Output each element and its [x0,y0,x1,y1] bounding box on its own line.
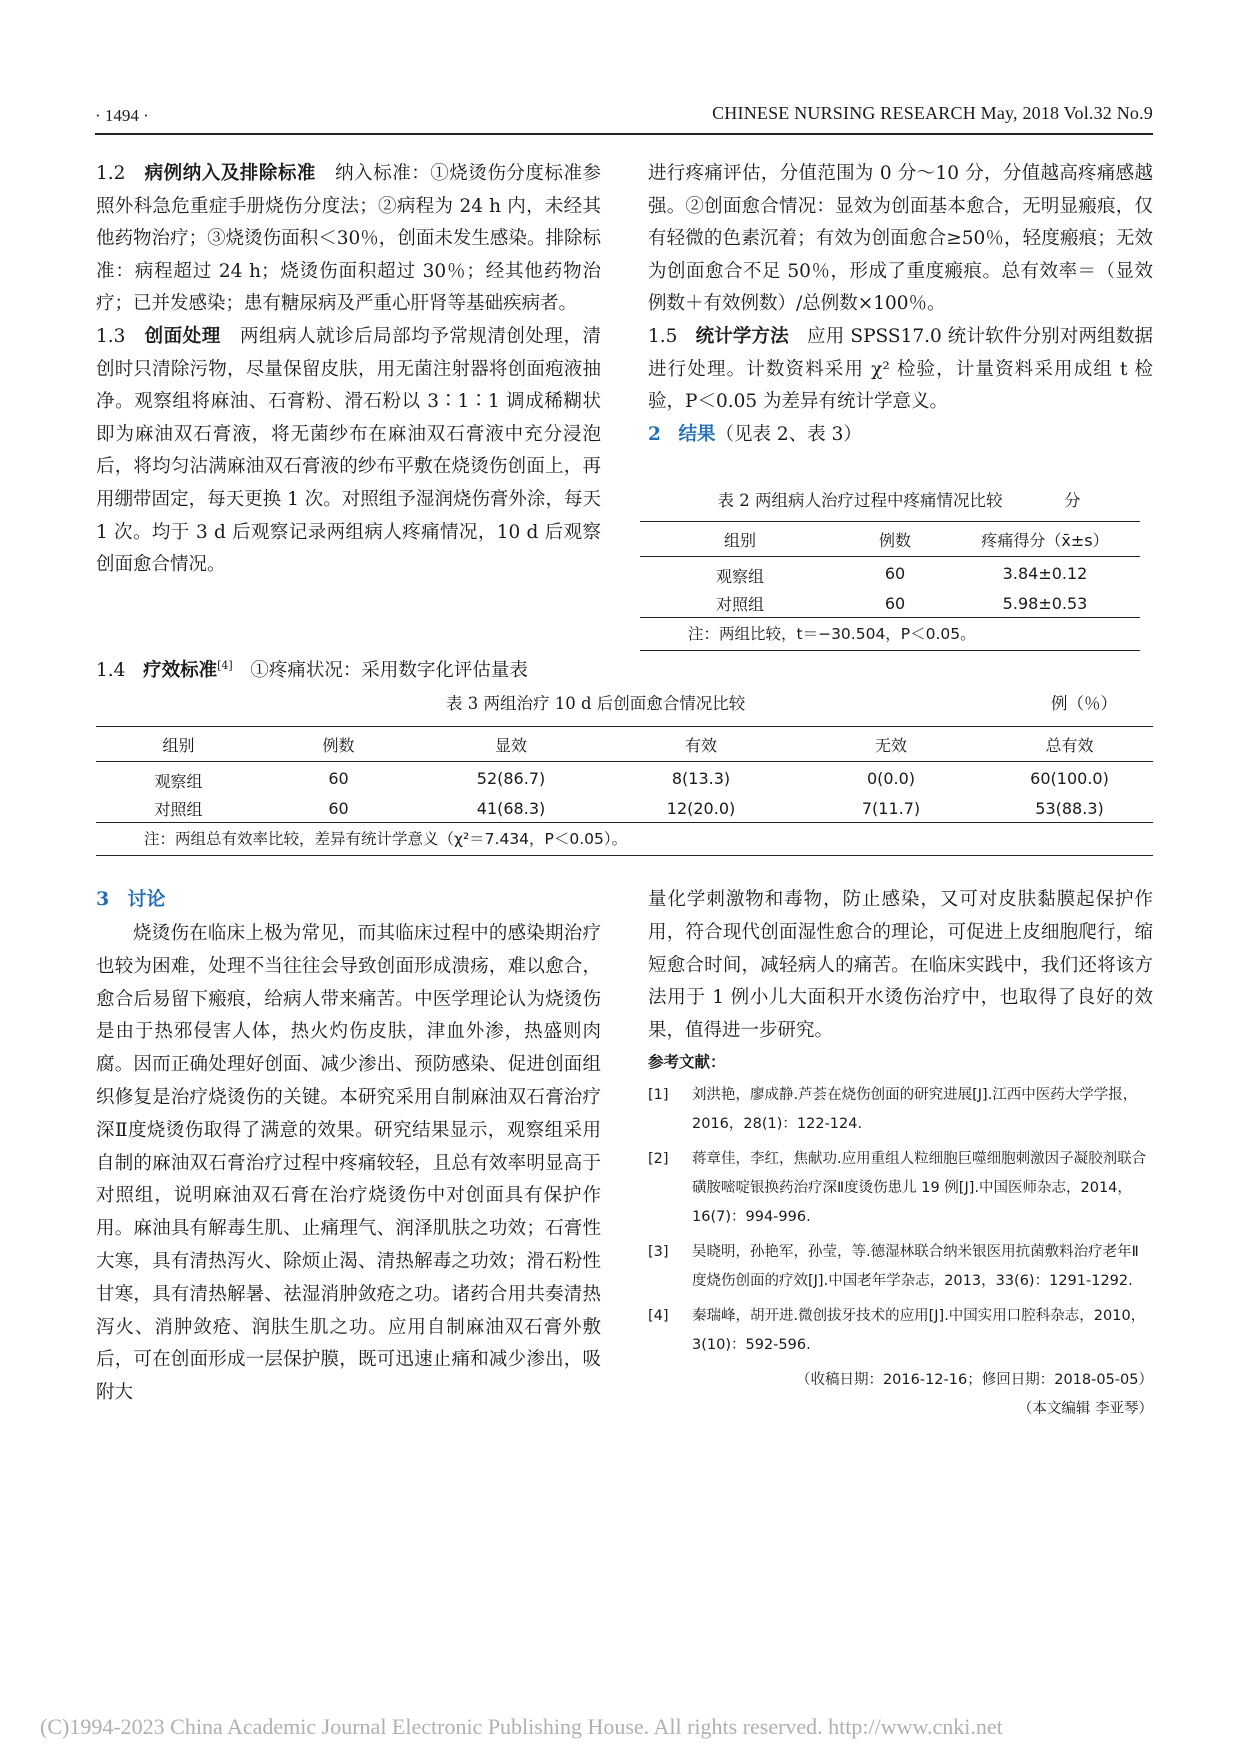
table-row: 对照组 60 5.98±0.53 [640,589,1140,618]
received-dates: （收稿日期：2016-12-16；修回日期：2018-05-05） [795,1372,1153,1388]
section-1-2-title: 病例纳入及排除标准 [144,163,316,184]
section-1-4-continued: 进行疼痛评估，分值范围为 0 分～10 分，分值越高疼痛感越强。②创面愈合情况：显效为创面基本愈合，无明显瘢痕，仅有轻微的色素沉着；有效为创面愈合≥50％，轻度瘢痕；无效为创面愈合不足 50％，形成了重度瘢痕。总有效率＝（显效例数＋有效例数）/总例数×100％。 [648,163,1153,315]
table-3-header-row: 组别 例数 显效 有效 无效 总有效 [96,727,1153,762]
table-2-header-row: 组别 例数 疼痛得分（x̄±s） [640,522,1140,557]
table-2-grid [640,521,1140,618]
section-2-heading: 2 结果（见表 2、表 3） [648,423,862,445]
section-1-3: 1.3 创面处理 两组病人就诊后局部均予常规清创处理，清创时只清除污物，尽量保留皮肤，用无菌注射器将创面疱液抽净。观察组将麻油、石膏粉、滑石粉以 3∶1∶1 调成稀糊状即为麻油双石膏液，将无菌纱布在麻油双石膏液中充分浸泡后，将均匀沾满麻油双石膏液的纱布平敷在烧烫伤创面上，再用绷带固定，每天更换 1 次。对照组予湿润烧伤膏外涂，每天 1 次。均于 3 d 后观察记录两组病人疼痛情况，10 d 后观察创面愈合情况。 [96,325,601,576]
section-1-4-body: ①疼痛状况：采用数字化评估量表 [250,660,528,681]
table-row: 观察组 60 52(86.7) 8(13.3) 0(0.0) 60(100.0) [154,768,1109,791]
table-2 [640,487,1140,651]
references-title: 参考文献： [648,1053,726,1071]
discussion-right [648,884,1153,1048]
right-column [648,158,1153,451]
reference-item: [4] 秦瑞峰，胡开进.微创拔牙技术的应用[J].中国实用口腔科杂志，2010，3(10)：592-596. [648,1308,1146,1353]
editor-note: （本文编辑 李亚琴） [1017,1401,1153,1417]
table-3-unit: 例（％） [1051,694,1117,713]
table-3 [96,690,1153,856]
copyright-footer: (C)1994-2023 China Academic Journal Electronic Publishing House. All rights reserved. http://www.cnki.net [40,1714,1003,1739]
section-1-2: 1.2 病例纳入及排除标准 纳入标准：①烧烫伤分度标准参照外科急危重症手册烧伤分度法；②病程为 24 h 内，未经其他药物治疗；③烧烫伤面积＜30％，创面未发生感染。排除标准：病程超过 24 h；烧烫伤面积超过 30％；经其他药物治疗；已并发感染；患有糖尿病及严重心肝肾等基础疾病者。 [96,163,601,315]
table-3-note: 注：两组总有效率比较，差异有统计学意义（χ²＝7.434，P＜0.05）。 [96,823,1153,856]
section-1-5-title: 统计学方法 [695,325,789,347]
table-2-caption: 表 2 两组病人治疗过程中疼痛情况比较 [717,491,1003,510]
journal-header: CHINESE NURSING RESEARCH May, 2018 Vol.32 No.9 [712,103,1153,123]
results-title: 结果 [678,423,716,445]
references [648,1048,1153,1424]
section-1-5: 1.5 统计学方法 应用 SPSS17.0 统计软件分别对两组数据进行处理。计数资料采用 χ² 检验，计量资料采用成组 t 检验，P＜0.05 为差异有统计学意义。 [648,325,1153,413]
reference-item: [2] 蒋章佳，李红，焦献功.应用重组人粒细胞巨噬细胞刺激因子凝胶剂联合磺胺嘧啶银换药治疗深Ⅱ度烫伤患儿 19 例[J].中国医师杂志，2014，16(7)：994-996. [648,1151,1147,1225]
header-rule [95,133,1153,135]
discussion-body-continued: 量化学刺激物和毒物，防止感染，又可对皮肤黏膜起保护作用，符合现代创面湿性愈合的理论，可促进上皮细胞爬行，缩短愈合时间，减轻病人的痛苦。在临床实践中，我们还将该方法用于 1 例小儿大面积开水烫伤治疗中，也取得了良好的效果，值得进一步研究。 [648,889,1153,1042]
left-column [96,158,601,582]
discussion-left [96,918,601,1410]
table-3-caption: 表 3 两组治疗 10 d 后创面愈合情况比较 [446,694,746,713]
section-1-4: 1.4 疗效标准[4] ①疼痛状况：采用数字化评估量表 [96,658,528,681]
discussion-body: 烧烫伤在临床上极为常见，而其临床过程中的感染期治疗也较为困难，处理不当往往会导致创面形成溃疡，难以愈合，愈合后易留下瘢痕，给病人带来痛苦。中医学理论认为烧烫伤是由于热邪侵害人体，热火灼伤皮肤，津血外渗，热盛则肉腐。因而正确处理好创面、减少渗出、预防感染、促进创面组织修复是治疗烧烫伤的关键。本研究采用自制麻油双石膏治疗深Ⅱ度烧烫伤取得了满意的效果。研究结果显示，观察组采用自制的麻油双石膏治疗过程中疼痛较轻，且总有效率明显高于对照组，说明麻油双石膏在治疗烧烫伤中对创面具有保护作用。麻油具有解毒生肌、止痛理气、润泽肌肤之功效；石膏性大寒，具有清热泻火、除烦止渴、清热解毒之功效；滑石粉性甘寒，具有清热解暑、祛湿消肿敛疮之功。诸药合用共奏清热泻火、消肿敛疮、润肤生肌之功。应用自制麻油双石膏外敷后，可在创面形成一层保护膜，既可迅速止痛和减少渗出，吸附大 [96,923,601,1404]
results-suffix: （见表 2、表 3） [715,423,862,445]
table-3-grid [96,726,1153,823]
reference-item: [3] 吴晓明，孙艳军，孙莹，等.德湿林联合纳米银医用抗菌敷料治疗老年Ⅱ度烧伤创面的疗效[J].中国老年学杂志，2013，33(6)：1291-1292. [648,1244,1139,1289]
section-3-heading: 3 讨论 [96,888,166,910]
reference-item: [1] 刘洪艳，廖成静.芦荟在烧伤创面的研究进展[J].江西中医药大学学报，2016，28(1)：122-124. [648,1087,1138,1132]
section-1-4-title: 疗效标准 [143,660,218,681]
table-row: 对照组 60 41(68.3) 12(20.0) 7(11.7) 53(88.3) [96,794,1153,823]
table-2-unit: 分 [1064,491,1081,510]
citation-ref[interactable]: [4] [217,658,233,672]
section-1-2-body: 纳入标准：①烧烫伤分度标准参照外科急危重症手册烧伤分度法；②病程为 24 h 内，未经其他药物治疗；③烧烫伤面积＜30％，创面未发生感染。排除标准：病程超过 24 h；烧烫伤面积超过 30％；经其他药物治疗；已并发感染；患有糖尿病及严重心肝肾等基础疾病者。 [96,163,601,315]
table-row: 观察组 60 3.84±0.12 [715,563,1088,586]
page-number: · 1494 · [95,106,149,125]
section-1-5-body: 应用 SPSS17.0 统计软件分别对两组数据进行处理。计数资料采用 χ² 检验，计量资料采用成组 t 检验，P＜0.05 为差异有统计学意义。 [648,325,1153,413]
discussion-title: 讨论 [127,888,166,910]
section-1-3-title: 创面处理 [144,325,221,347]
section-1-3-body: 两组病人就诊后局部均予常规清创处理，清创时只清除污物，尽量保留皮肤，用无菌注射器将创面疱液抽净。观察组将麻油、石膏粉、滑石粉以 3∶1∶1 调成稀糊状即为麻油双石膏液，将无菌纱布在麻油双石膏液中充分浸泡后，将均匀沾满麻油双石膏液的纱布平敷在烧烫伤创面上，再用绷带固定，每天更换 1 次。对照组予湿润烧伤膏外涂，每天 1 次。均于 3 d 后观察记录两组病人疼痛情况，10 d 后观察创面愈合情况。 [96,325,601,576]
table-2-note: 注：两组比较，t＝−30.504，P＜0.05。 [640,618,1140,651]
